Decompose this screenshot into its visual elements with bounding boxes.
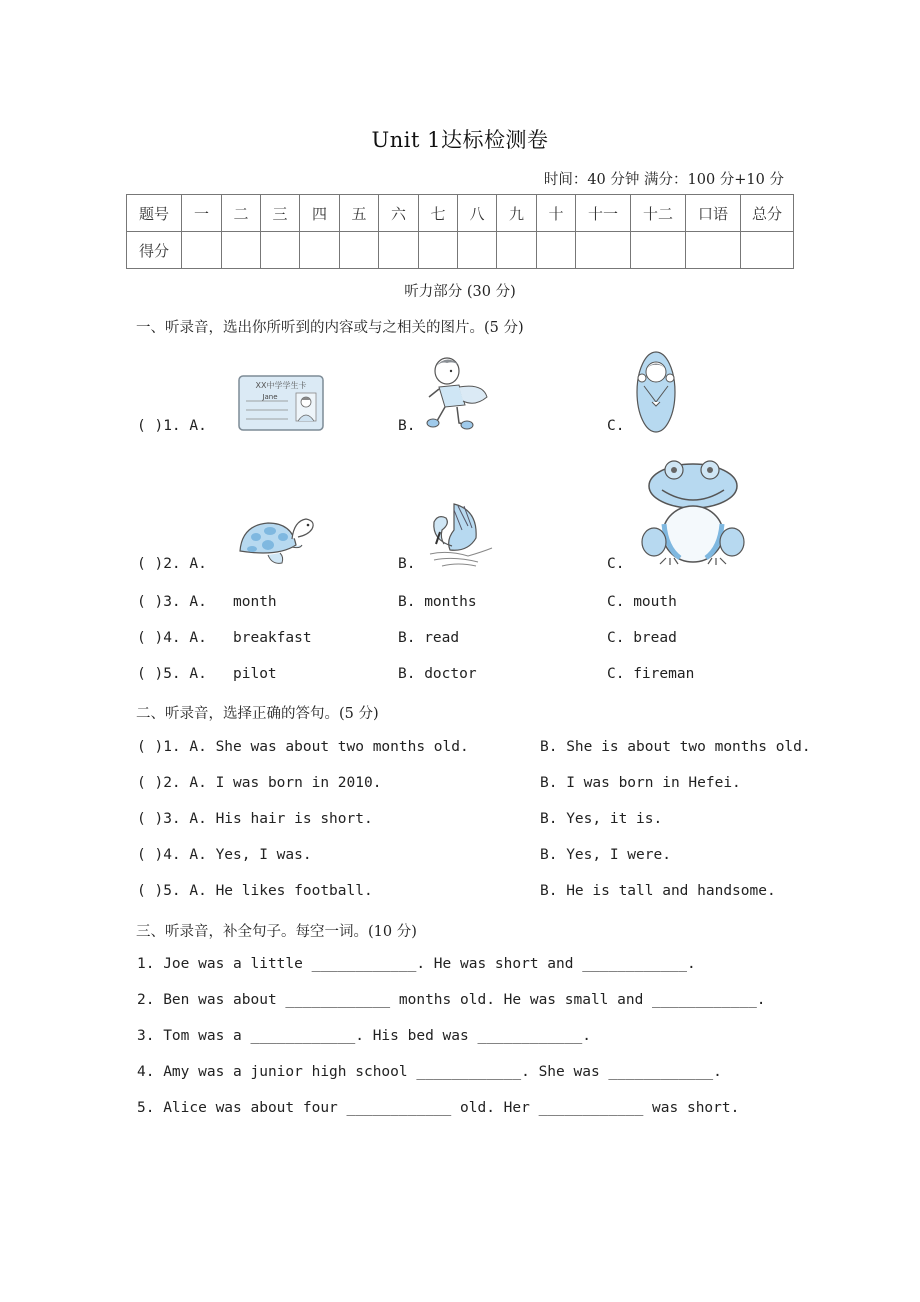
score-input-cell[interactable]	[261, 232, 300, 269]
part2-heading: 二、听录音，选择正确的答句。(5 分)	[136, 706, 379, 722]
turtle-image	[238, 515, 316, 567]
q1-option-b-label: B.	[398, 418, 416, 434]
q5-number: ( )5. A.	[137, 666, 207, 682]
score-input-cell[interactable]	[631, 232, 686, 269]
boy-with-basket-image	[425, 353, 491, 431]
frog-image	[640, 458, 746, 566]
part2-q3-option-a: ( )3. A. His hair is short.	[137, 811, 373, 827]
score-cell: 六	[379, 195, 419, 232]
score-cell: 四	[300, 195, 340, 232]
q5-option-b: B. doctor	[398, 666, 477, 682]
score-cell: 题号	[127, 195, 182, 232]
exam-meta: 时间：40 分钟 满分：100 分+10 分	[543, 172, 784, 188]
q5-option-a: pilot	[233, 666, 277, 682]
score-cell: 十	[537, 195, 576, 232]
part2-q1-option-a: ( )1. A. She was about two months old.	[137, 739, 469, 755]
score-cell: 八	[458, 195, 497, 232]
score-cell: 口语	[686, 195, 741, 232]
score-cell: 总分	[741, 195, 794, 232]
score-input-cell[interactable]	[340, 232, 379, 269]
q4-option-a: breakfast	[233, 630, 312, 646]
q5-option-c: C. fireman	[607, 666, 695, 682]
student-id-card-image	[238, 375, 324, 431]
score-input-cell[interactable]	[222, 232, 261, 269]
score-table-score-row	[127, 232, 794, 269]
q3-option-b: B. months	[398, 594, 477, 610]
page-title: Unit 1达标检测卷	[371, 128, 549, 152]
score-input-cell[interactable]	[419, 232, 458, 269]
part2-q1-option-b: B. She is about two months old.	[540, 739, 811, 755]
q1-option-c-label: C.	[607, 418, 625, 434]
q1-number: ( )1. A.	[137, 418, 207, 434]
q2-number: ( )2. A.	[137, 556, 207, 572]
svg-text:Jane: Jane	[262, 393, 278, 401]
part3-heading: 三、听录音，补全句子。每空一词。(10 分)	[136, 924, 417, 940]
id-card-title: XX中学学生卡	[255, 381, 307, 390]
part2-q2-option-a: ( )2. A. I was born in 2010.	[137, 775, 382, 791]
part2-q2-option-b: B. I was born in Hefei.	[540, 775, 741, 791]
part1-heading: 一、听录音，选出你所听到的内容或与之相关的图片。(5 分)	[136, 320, 524, 336]
score-table	[126, 194, 794, 269]
score-cell: 五	[340, 195, 379, 232]
fill-in-sentence-3[interactable]: 3. Tom was a ____________. His bed was ____________.	[137, 1028, 591, 1044]
part2-q4-option-b: B. Yes, I were.	[540, 847, 671, 863]
fill-in-sentence-4[interactable]: 4. Amy was a junior high school ____________. She was ____________.	[137, 1064, 722, 1080]
fill-in-sentence-2[interactable]: 2. Ben was about ____________ months old. He was small and ____________.	[137, 992, 766, 1008]
q4-number: ( )4. A.	[137, 630, 207, 646]
q3-option-a: month	[233, 594, 277, 610]
score-row-label: 得分	[127, 232, 182, 269]
q4-option-b: B. read	[398, 630, 460, 646]
q3-option-c: C. mouth	[607, 594, 677, 610]
q4-option-c: C. bread	[607, 630, 677, 646]
q2-option-b-label: B.	[398, 556, 416, 572]
score-input-cell[interactable]	[537, 232, 576, 269]
score-cell: 二	[222, 195, 261, 232]
score-table-header-row	[127, 195, 794, 232]
q2-option-c-label: C.	[607, 556, 625, 572]
swan-image	[428, 500, 494, 570]
score-input-cell[interactable]	[458, 232, 497, 269]
part2-q4-option-a: ( )4. A. Yes, I was.	[137, 847, 312, 863]
score-input-cell[interactable]	[686, 232, 741, 269]
part2-q3-option-b: B. Yes, it is.	[540, 811, 663, 827]
score-input-cell[interactable]	[300, 232, 340, 269]
part2-q5-option-b: B. He is tall and handsome.	[540, 883, 776, 899]
score-input-cell[interactable]	[741, 232, 794, 269]
score-input-cell[interactable]	[182, 232, 222, 269]
swaddled-baby-image	[634, 350, 678, 434]
q3-number: ( )3. A.	[137, 594, 207, 610]
score-input-cell[interactable]	[576, 232, 631, 269]
score-input-cell[interactable]	[497, 232, 537, 269]
score-cell: 三	[261, 195, 300, 232]
fill-in-sentence-5[interactable]: 5. Alice was about four ____________ old. Her ____________ was short.	[137, 1100, 740, 1116]
score-input-cell[interactable]	[379, 232, 419, 269]
part2-q5-option-a: ( )5. A. He likes football.	[137, 883, 373, 899]
score-cell: 九	[497, 195, 537, 232]
score-cell: 一	[182, 195, 222, 232]
score-cell: 十一	[576, 195, 631, 232]
fill-in-sentence-1[interactable]: 1. Joe was a little ____________. He was short and ____________.	[137, 956, 696, 972]
listening-section-heading: 听力部分 (30 分)	[404, 284, 516, 300]
score-cell: 七	[419, 195, 458, 232]
score-cell: 十二	[631, 195, 686, 232]
